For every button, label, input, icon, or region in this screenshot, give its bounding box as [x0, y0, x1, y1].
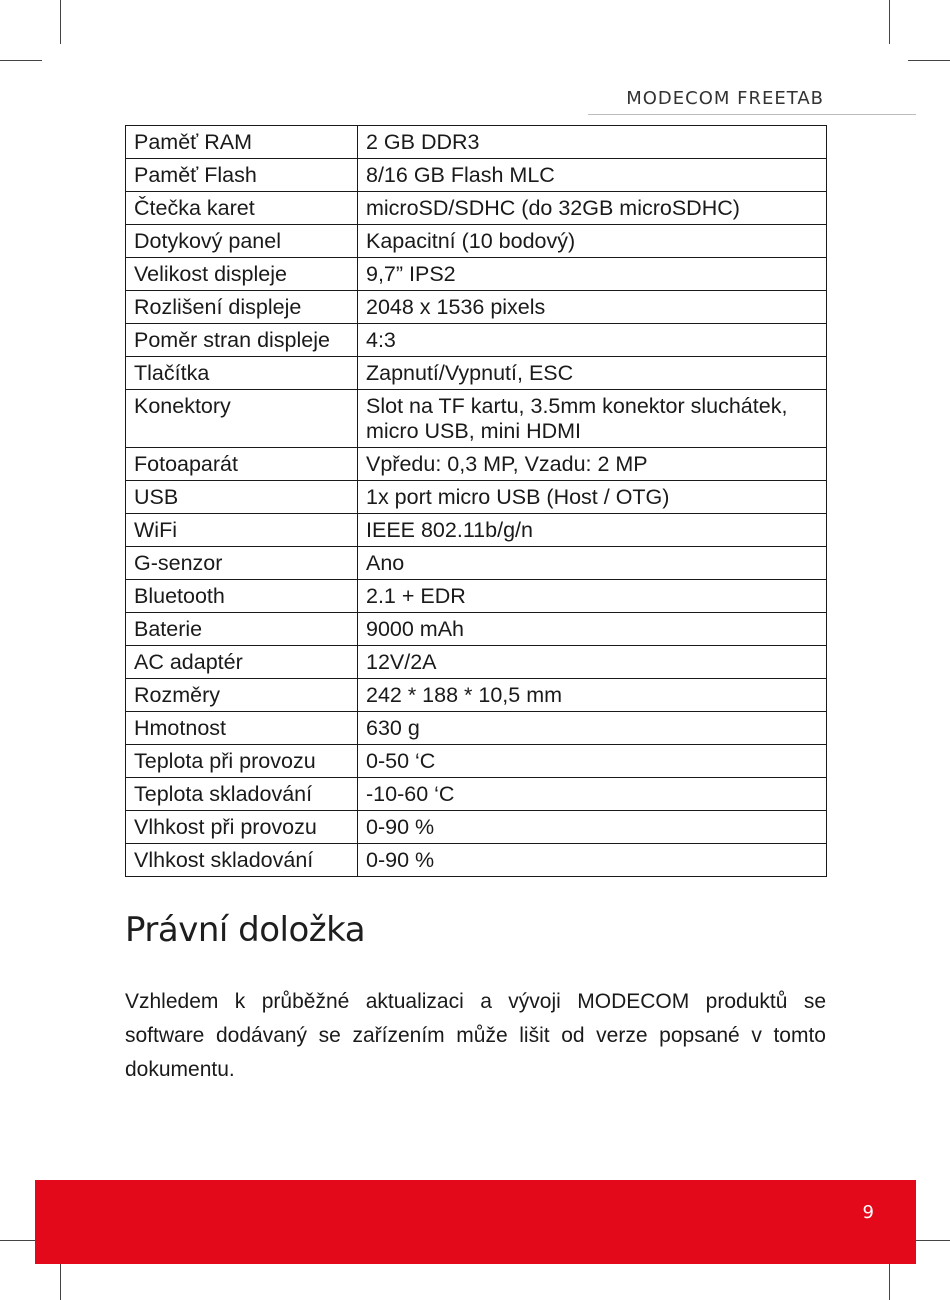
spec-label: Vlhkost skladování [126, 844, 358, 877]
spec-value: 242 * 188 * 10,5 mm [358, 679, 827, 712]
spec-value: 0-90 % [358, 811, 827, 844]
spec-value: 12V/2A [358, 646, 827, 679]
spec-value: 2 GB DDR3 [358, 126, 827, 159]
table-row [126, 448, 827, 481]
table-row [126, 481, 827, 514]
spec-label: Čtečka karet [126, 192, 358, 225]
spec-value: microSD/SDHC (do 32GB microSDHC) [358, 192, 827, 225]
spec-value: -10-60 ‘C [358, 778, 827, 811]
table-row [126, 258, 827, 291]
spec-value: Zapnutí/Vypnutí, ESC [358, 357, 827, 390]
spec-value: 0-90 % [358, 844, 827, 877]
spec-value: 9000 mAh [358, 613, 827, 646]
table-row [126, 514, 827, 547]
spec-label: Rozměry [126, 679, 358, 712]
spec-label: Hmotnost [126, 712, 358, 745]
spec-label: Paměť RAM [126, 126, 358, 159]
spec-label: WiFi [126, 514, 358, 547]
spec-value: 2048 x 1536 pixels [358, 291, 827, 324]
table-row [126, 844, 827, 877]
spec-table-body [126, 126, 827, 877]
spec-value: 0-50 ‘C [358, 745, 827, 778]
spec-label: Bluetooth [126, 580, 358, 613]
spec-label: Konektory [126, 390, 358, 448]
spec-value: 4:3 [358, 324, 827, 357]
spec-label: Rozlišení displeje [126, 291, 358, 324]
spec-value: 8/16 GB Flash MLC [358, 159, 827, 192]
section-paragraph: Vzhledem k průběžné aktualizaci a vývoji MODECOM produktů se software dodávaný se zařízením může lišit od verze popsané v tomto dokumentu. [125, 990, 826, 1081]
spec-label: Paměť Flash [126, 159, 358, 192]
spec-label: Dotykový panel [126, 225, 358, 258]
table-row [126, 547, 827, 580]
spec-value: IEEE 802.11b/g/n [358, 514, 827, 547]
spec-value: Vpředu: 0,3 MP, Vzadu: 2 MP [358, 448, 827, 481]
spec-label: Teplota skladování [126, 778, 358, 811]
spec-label: G-senzor [126, 547, 358, 580]
table-row [126, 291, 827, 324]
spec-label: Velikost displeje [126, 258, 358, 291]
table-row [126, 580, 827, 613]
spec-label: Tlačítka [126, 357, 358, 390]
table-row [126, 390, 827, 448]
spec-value: 9,7” IPS2 [358, 258, 827, 291]
spec-label: Teplota při provozu [126, 745, 358, 778]
table-row [126, 324, 827, 357]
table-row [126, 679, 827, 712]
crop-mark-top-right-vertical [889, 0, 890, 44]
footer-bar [35, 1180, 916, 1264]
spec-value: 1x port micro USB (Host / OTG) [358, 481, 827, 514]
table-row [126, 811, 827, 844]
spec-label: AC adaptér [126, 646, 358, 679]
spec-label: Vlhkost při provozu [126, 811, 358, 844]
table-row [126, 192, 827, 225]
spec-value: Ano [358, 547, 827, 580]
spec-value: Kapacitní (10 bodový) [358, 225, 827, 258]
table-row [126, 712, 827, 745]
crop-mark-top-left-horizontal [0, 60, 42, 61]
table-row [126, 646, 827, 679]
spec-label: Poměr stran displeje [126, 324, 358, 357]
table-row [126, 225, 827, 258]
running-header: MODECOM FREETAB [626, 88, 824, 109]
spec-table [125, 125, 827, 877]
spec-label: Baterie [126, 613, 358, 646]
spec-value: 2.1 + EDR [358, 580, 827, 613]
table-row [126, 159, 827, 192]
section-heading: Právní doložka [125, 910, 366, 950]
spec-label: Fotoaparát [126, 448, 358, 481]
table-row [126, 126, 827, 159]
crop-mark-top-right-horizontal [908, 60, 950, 61]
spec-label: USB [126, 481, 358, 514]
table-row [126, 778, 827, 811]
table-row [126, 357, 827, 390]
spec-value: Slot na TF kartu, 3.5mm konektor sluchátek, micro USB, mini HDMI [358, 390, 827, 448]
table-row [126, 745, 827, 778]
crop-mark-top-left-vertical [60, 0, 61, 44]
header-rule [588, 114, 916, 115]
page-number: 9 [862, 1202, 874, 1223]
table-row [126, 613, 827, 646]
spec-value: 630 g [358, 712, 827, 745]
